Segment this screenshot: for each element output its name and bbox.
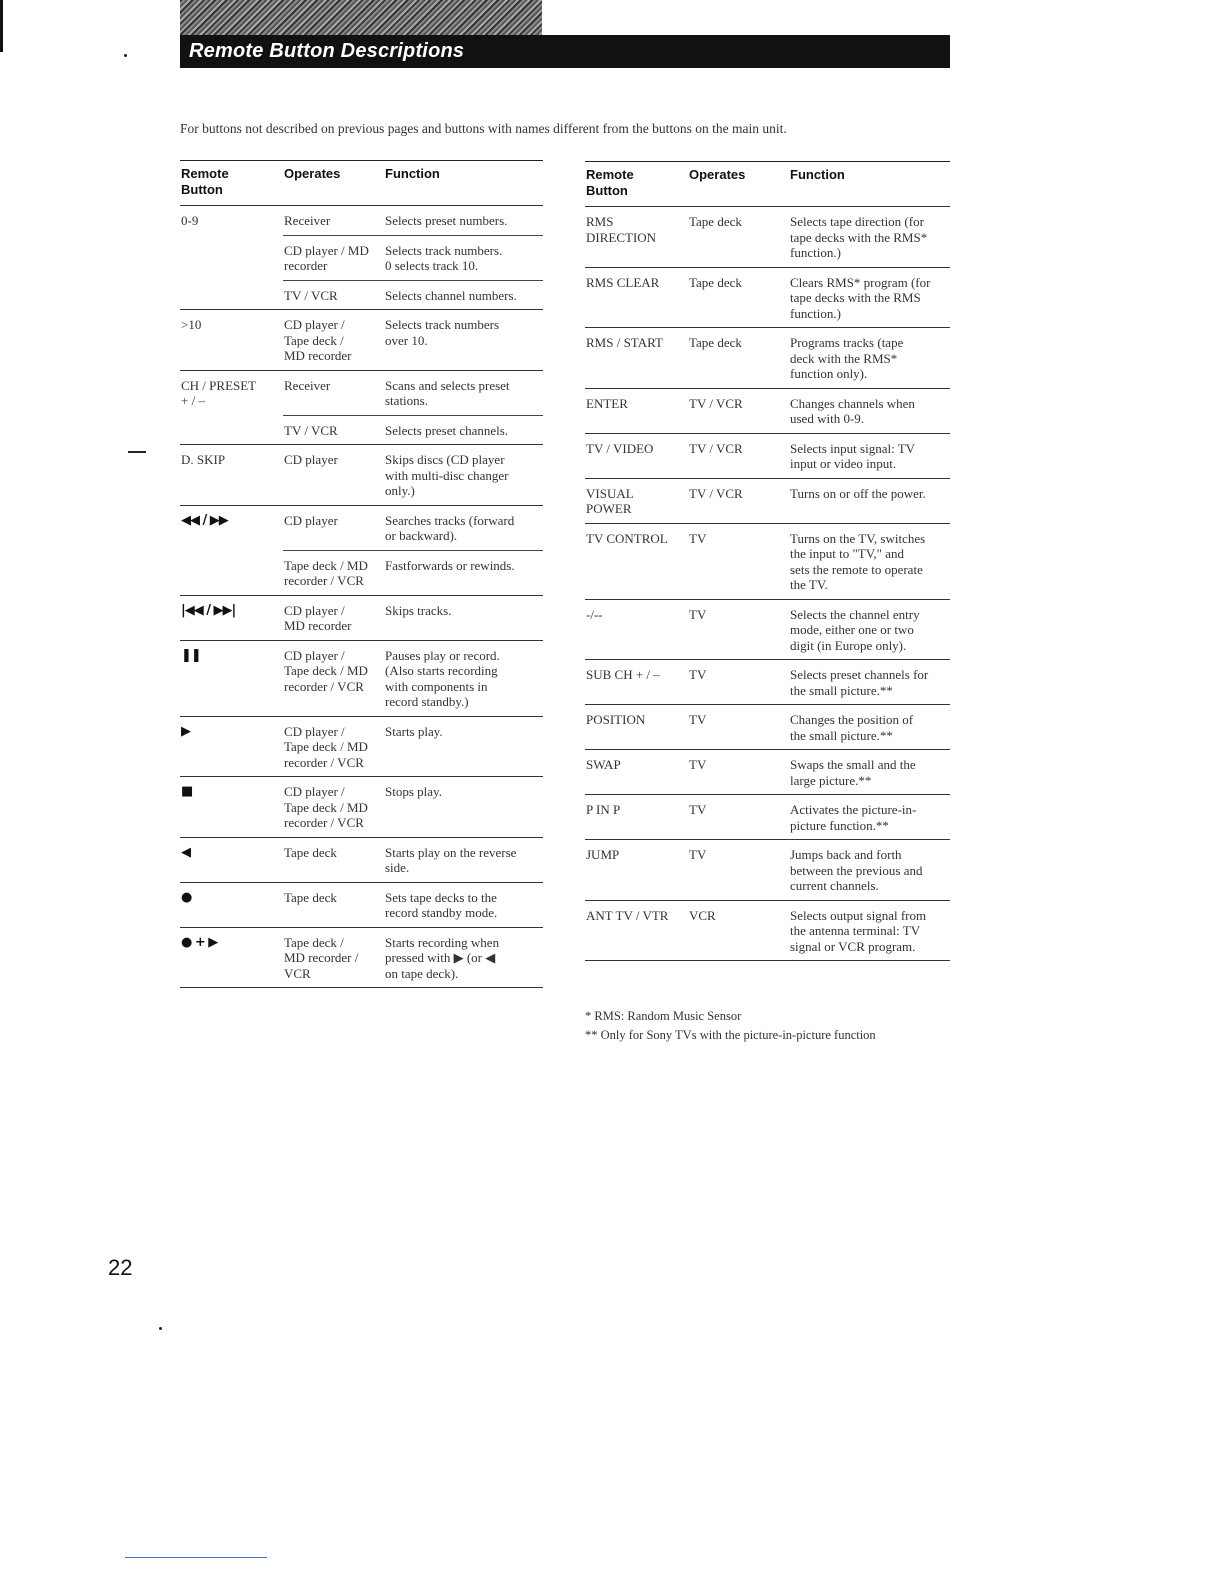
function-cell: Selects preset channels for the small picture.** xyxy=(789,660,950,705)
function-cell: Selects track numbers over 10. xyxy=(384,310,543,371)
operates-cell: TV / VCR xyxy=(283,280,384,310)
column-header-function: Function xyxy=(384,161,543,206)
operates-cell: CD player xyxy=(283,505,384,550)
function-cell: Selects preset numbers. xyxy=(384,206,543,236)
scan-speck xyxy=(124,54,127,57)
function-cell: Selects channel numbers. xyxy=(384,280,543,310)
remote-button-cell: D. SKIP xyxy=(180,445,283,506)
function-cell: Turns on or off the power. xyxy=(789,478,950,523)
function-cell: Sets tape decks to the record standby mode. xyxy=(384,882,543,927)
left-margin-rule xyxy=(0,0,3,52)
table-row xyxy=(180,445,543,506)
remote-button-cell: >10 xyxy=(180,310,283,371)
table-row xyxy=(585,388,950,433)
operates-cell: CD player xyxy=(283,445,384,506)
remote-button-cell: ❚❚ xyxy=(180,640,283,716)
column-header-function: Function xyxy=(789,162,950,207)
table-row xyxy=(180,235,543,280)
operates-cell: TV / VCR xyxy=(688,433,789,478)
operates-cell: Tape deck xyxy=(688,207,789,268)
function-cell: Selects preset channels. xyxy=(384,415,543,445)
remote-button-cell: CH / PRESET + / – xyxy=(180,370,283,415)
page-title: Remote Button Descriptions xyxy=(189,40,465,62)
table-row xyxy=(585,267,950,328)
function-cell: Scans and selects preset stations. xyxy=(384,370,543,415)
remote-button-cell: 0-9 xyxy=(180,206,283,236)
remote-button-cell: ENTER xyxy=(585,388,688,433)
remote-button-cell: RMS CLEAR xyxy=(585,267,688,328)
function-cell: Programs tracks (tape deck with the RMS* function only). xyxy=(789,328,950,389)
remote-button-cell: ◀◀ / ▶▶ xyxy=(180,505,283,550)
remote-button-cell xyxy=(180,280,283,310)
function-cell: Changes the position of the small picture.** xyxy=(789,705,950,750)
table-row xyxy=(585,478,950,523)
footnote-rms: * RMS: Random Music Sensor xyxy=(585,1009,742,1023)
intro-text: For buttons not described on previous pages and buttons with names different from the buttons on the main unit. xyxy=(180,121,787,136)
function-cell: Searches tracks (forward or backward). xyxy=(384,505,543,550)
remote-button-cell: TV / VIDEO xyxy=(585,433,688,478)
operates-cell: TV xyxy=(688,750,789,795)
operates-cell: TV xyxy=(688,795,789,840)
remote-button-cell: |◀◀ / ▶▶| xyxy=(180,595,283,640)
operates-cell: TV xyxy=(688,705,789,750)
bottom-rule xyxy=(125,1557,267,1558)
table-row xyxy=(585,207,950,268)
operates-cell: TV xyxy=(688,660,789,705)
operates-cell: CD player / Tape deck / MD recorder / VCR xyxy=(283,640,384,716)
remote-button-cell: ● xyxy=(180,882,283,927)
operates-cell: Tape deck xyxy=(688,328,789,389)
column-header-remote-button: Remote Button xyxy=(585,162,688,207)
table-row xyxy=(180,505,543,550)
function-cell: Skips discs (CD player with multi-disc changer only.) xyxy=(384,445,543,506)
table-row xyxy=(585,795,950,840)
function-cell: Selects the channel entry mode, either one or two digit (in Europe only). xyxy=(789,599,950,660)
remote-button-cell: VISUAL POWER xyxy=(585,478,688,523)
footnotes xyxy=(585,1007,965,1045)
table-row xyxy=(180,310,543,371)
operates-cell: TV xyxy=(688,599,789,660)
operates-cell: VCR xyxy=(688,900,789,961)
operates-cell: TV xyxy=(688,523,789,599)
operates-cell: Receiver xyxy=(283,206,384,236)
operates-cell: CD player / Tape deck / MD recorder xyxy=(283,310,384,371)
left-table-body xyxy=(180,206,543,988)
operates-cell: Tape deck xyxy=(283,837,384,882)
remote-button-cell: -/-- xyxy=(585,599,688,660)
table-row xyxy=(585,840,950,901)
remote-button-table-right xyxy=(585,161,950,961)
table-row xyxy=(180,927,543,988)
column-header-operates: Operates xyxy=(688,162,789,207)
operates-cell: CD player / MD recorder xyxy=(283,235,384,280)
table-row xyxy=(180,370,543,415)
function-cell: Pauses play or record. (Also starts recording with components in record standby.) xyxy=(384,640,543,716)
table-row xyxy=(180,837,543,882)
header-bar xyxy=(180,35,950,68)
remote-button-cell: ● + ▶ xyxy=(180,927,283,988)
remote-button-cell: ▶ xyxy=(180,716,283,777)
table-row xyxy=(180,777,543,838)
operates-cell: TV xyxy=(688,840,789,901)
function-cell: Selects output signal from the antenna terminal: TV signal or VCR program. xyxy=(789,900,950,961)
function-cell: Starts play. xyxy=(384,716,543,777)
function-cell: Selects track numbers. 0 selects track 10. xyxy=(384,235,543,280)
header-decorative-band xyxy=(180,0,542,36)
operates-cell: CD player / MD recorder xyxy=(283,595,384,640)
remote-button-cell: SUB CH + / – xyxy=(585,660,688,705)
remote-button-cell: P IN P xyxy=(585,795,688,840)
function-cell: Clears RMS* program (for tape decks with the RMS function.) xyxy=(789,267,950,328)
table-row xyxy=(180,206,543,236)
footnote-pip: ** Only for Sony TVs with the picture-in-picture function xyxy=(585,1028,876,1042)
function-cell: Changes channels when used with 0-9. xyxy=(789,388,950,433)
column-header-operates: Operates xyxy=(283,161,384,206)
table-row xyxy=(585,750,950,795)
scan-speck xyxy=(159,1327,162,1330)
right-table-body xyxy=(585,207,950,961)
remote-button-cell: TV CONTROL xyxy=(585,523,688,599)
remote-button-cell xyxy=(180,415,283,445)
remote-button-cell: RMS DIRECTION xyxy=(585,207,688,268)
function-cell: Activates the picture-in- picture function.** xyxy=(789,795,950,840)
table-row xyxy=(180,415,543,445)
table-row xyxy=(180,716,543,777)
table-row xyxy=(585,705,950,750)
remote-button-cell: JUMP xyxy=(585,840,688,901)
table-row xyxy=(180,882,543,927)
operates-cell: TV / VCR xyxy=(688,388,789,433)
table-row xyxy=(585,433,950,478)
function-cell: Skips tracks. xyxy=(384,595,543,640)
remote-button-cell: POSITION xyxy=(585,705,688,750)
remote-button-cell: ◀ xyxy=(180,837,283,882)
page-number: 22 xyxy=(108,1255,133,1280)
function-cell: Swaps the small and the large picture.** xyxy=(789,750,950,795)
table-row xyxy=(585,660,950,705)
operates-cell: CD player / Tape deck / MD recorder / VCR xyxy=(283,716,384,777)
operates-cell: Tape deck / MD recorder / VCR xyxy=(283,927,384,988)
function-cell: Starts recording when pressed with ▶ (or ◀ on tape deck). xyxy=(384,927,543,988)
function-cell: Fastforwards or rewinds. xyxy=(384,550,543,595)
table-row xyxy=(585,599,950,660)
table-row xyxy=(585,328,950,389)
function-cell: Selects tape direction (for tape decks with the RMS* function.) xyxy=(789,207,950,268)
remote-button-cell xyxy=(180,235,283,280)
column-header-remote-button: Remote Button xyxy=(180,161,283,206)
function-cell: Turns on the TV, switches the input to "TV," and sets the remote to operate the TV. xyxy=(789,523,950,599)
operates-cell: Tape deck xyxy=(688,267,789,328)
function-cell: Starts play on the reverse side. xyxy=(384,837,543,882)
operates-cell: TV / VCR xyxy=(283,415,384,445)
table-row xyxy=(180,280,543,310)
remote-button-cell: RMS / START xyxy=(585,328,688,389)
table-row xyxy=(180,640,543,716)
operates-cell: Tape deck xyxy=(283,882,384,927)
operates-cell: Tape deck / MD recorder / VCR xyxy=(283,550,384,595)
operates-cell: TV / VCR xyxy=(688,478,789,523)
remote-button-cell xyxy=(180,550,283,595)
operates-cell: Receiver xyxy=(283,370,384,415)
function-cell: Jumps back and forth between the previous and current channels. xyxy=(789,840,950,901)
function-cell: Selects input signal: TV input or video input. xyxy=(789,433,950,478)
margin-mark xyxy=(128,451,146,453)
remote-button-cell: SWAP xyxy=(585,750,688,795)
table-row xyxy=(180,550,543,595)
table-row xyxy=(585,900,950,961)
remote-button-cell: ANT TV / VTR xyxy=(585,900,688,961)
operates-cell: CD player / Tape deck / MD recorder / VCR xyxy=(283,777,384,838)
remote-button-table-left xyxy=(180,160,543,988)
function-cell: Stops play. xyxy=(384,777,543,838)
remote-button-cell: ■ xyxy=(180,777,283,838)
table-row xyxy=(585,523,950,599)
table-row xyxy=(180,595,543,640)
